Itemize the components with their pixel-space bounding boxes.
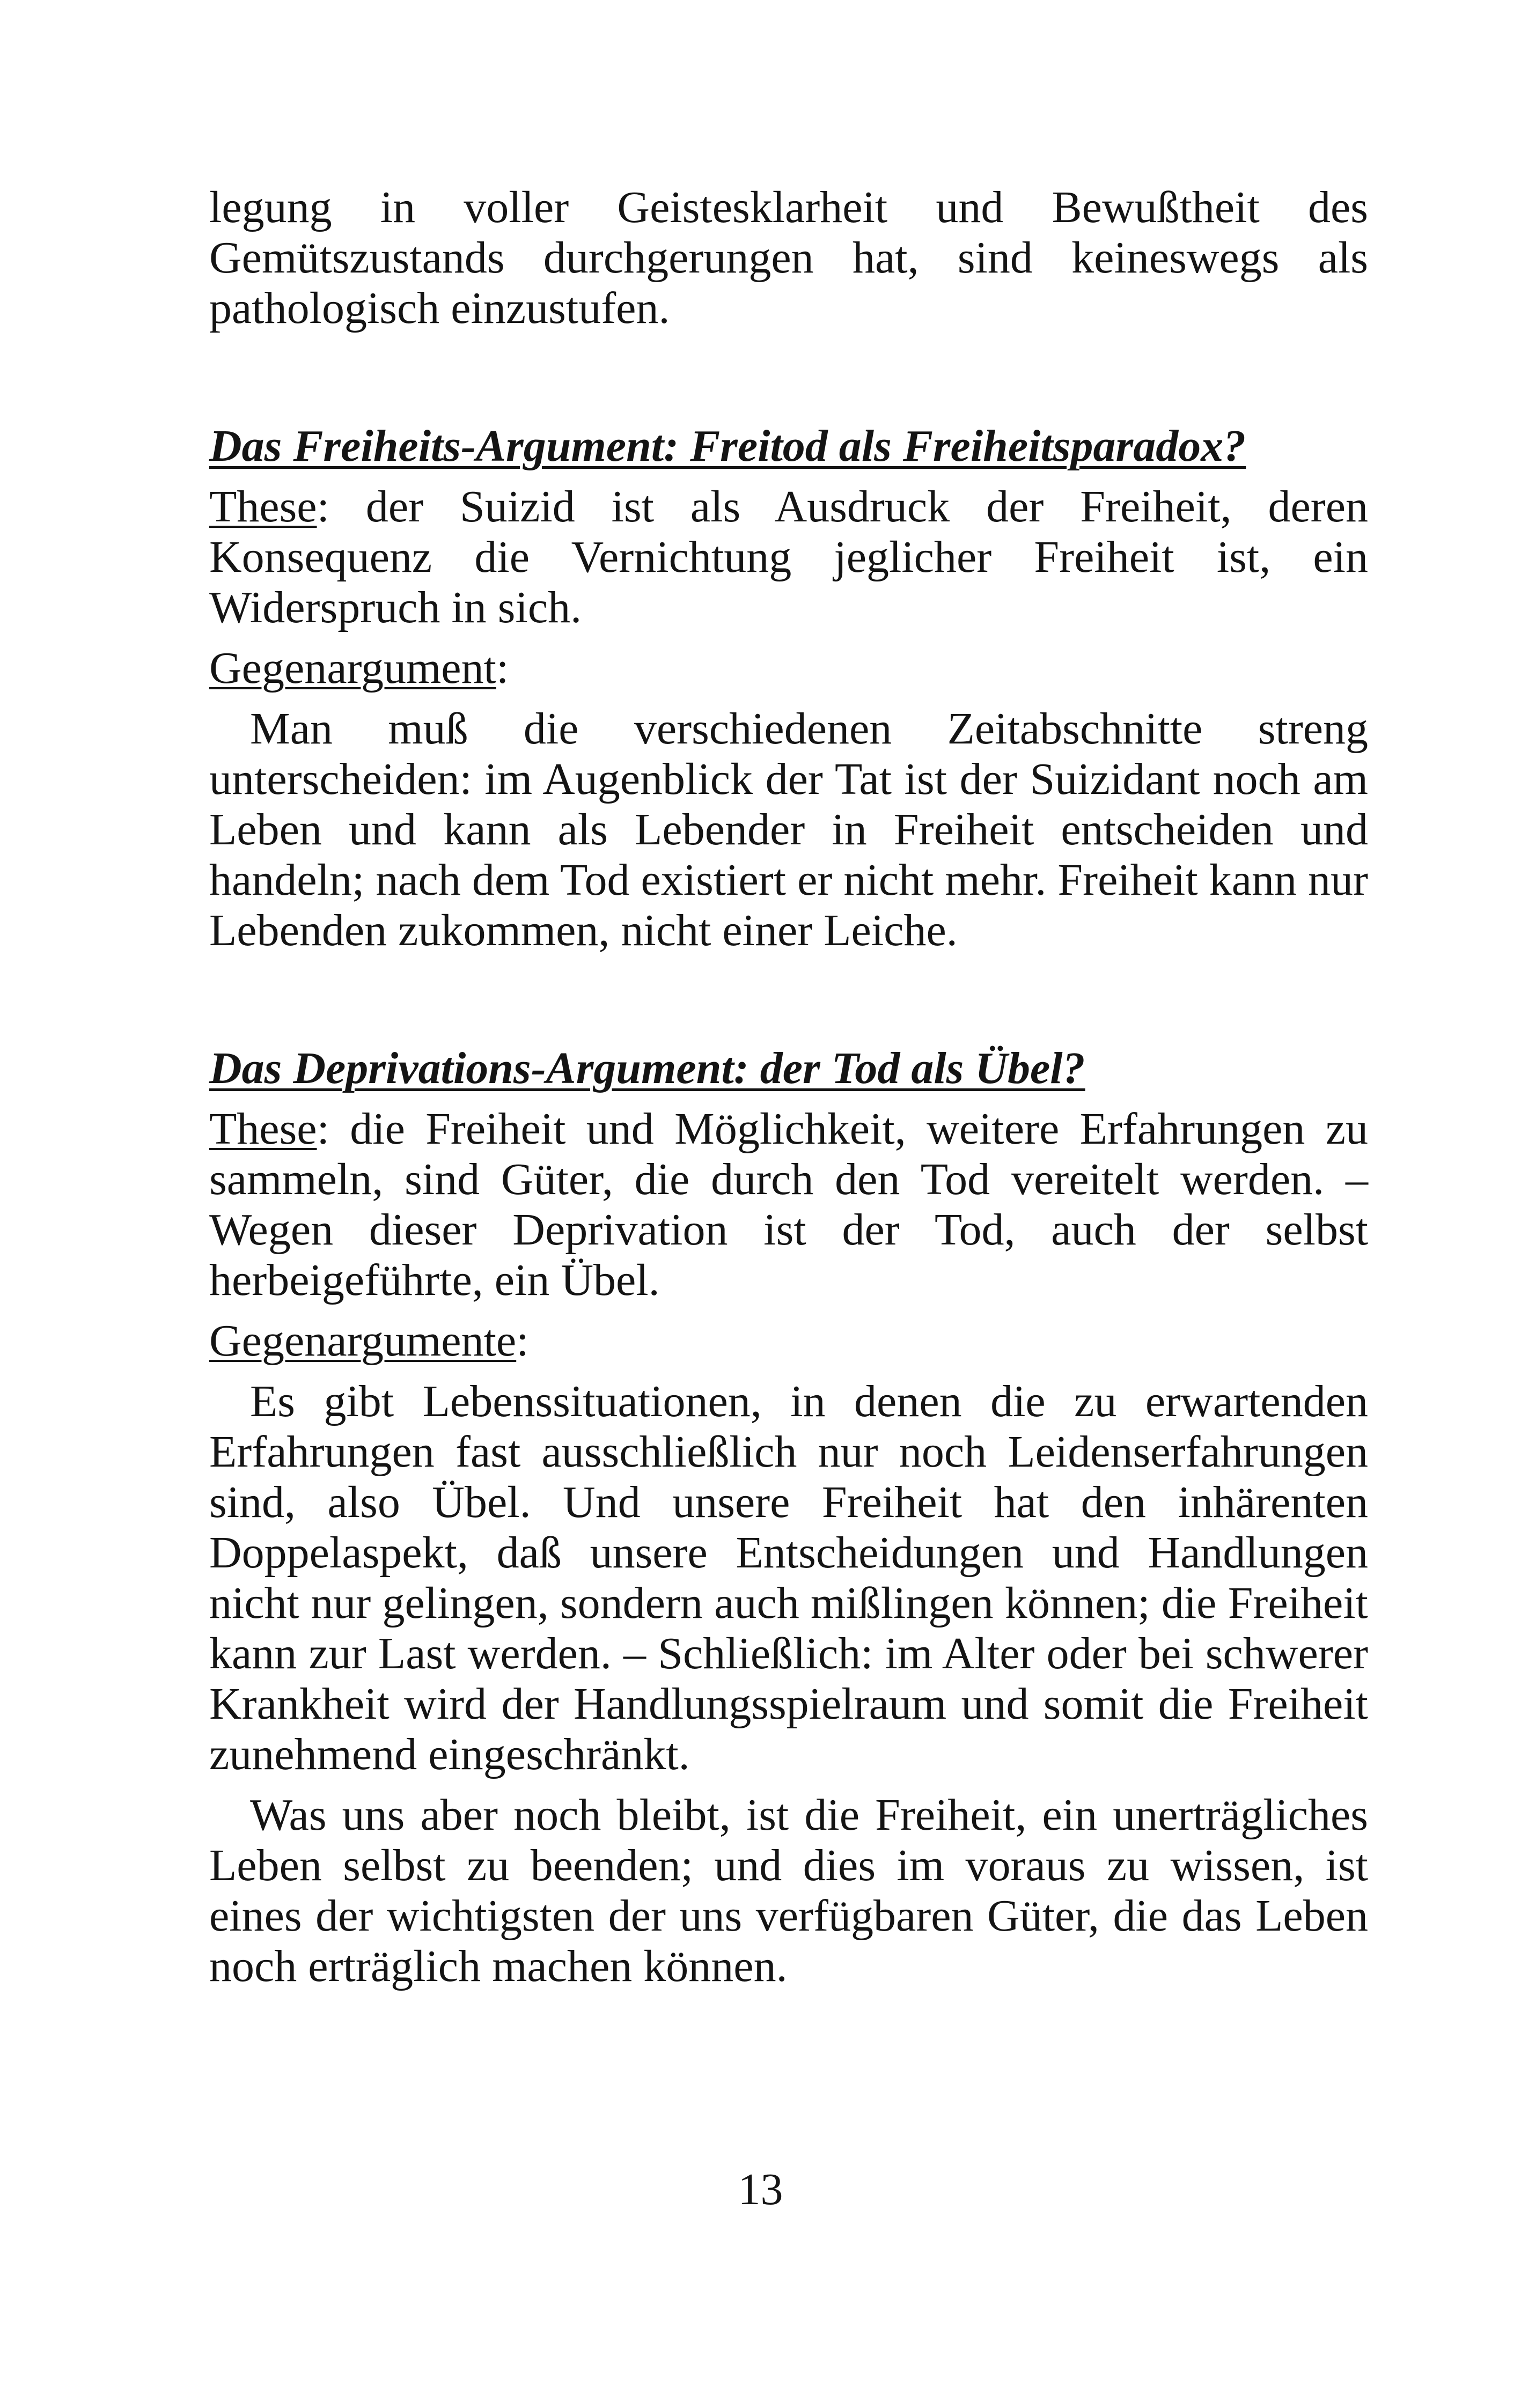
thesis-paragraph-deprivation — [209, 1104, 1368, 1306]
thesis-paragraph-freedom — [209, 482, 1368, 633]
section-heading-deprivation-text: Das Deprivations-Argument: der Tod als Übel? — [209, 1043, 1085, 1093]
section-heading-freedom-text: Das Freiheits-Argument: Freitod als Freiheitsparadox? — [209, 421, 1246, 471]
counter-label-paragraph-deprivation — [209, 1316, 1368, 1366]
section-heading-deprivation — [209, 1043, 1368, 1094]
counter-paragraph-deprivation-1: Es gibt Lebenssituationen, in denen die zu erwartenden Erfahrungen fast ausschließlich nur noch Leidenserfahrungen sind, also Übel. Und unsere Freiheit hat den inhärenten Doppelaspekt, daß unsere Entscheidungen und Handlungen nicht nur gelingen, sondern auch mißlingen können; die Freiheit kann zur Last werden. – Schließlich: im Alter oder bei schwerer Krankheit wird der Handlungsspielraum und somit die Freiheit zunehmend eingeschränkt. — [209, 1376, 1368, 1779]
intro-paragraph: legung in voller Geistesklarheit und Bewußtheit des Gemütszustands durchgerungen hat, sind keineswegs als pathologisch einzustufen. — [209, 182, 1368, 333]
counter-label: Gegenargument — [209, 643, 496, 693]
counter-paragraph-deprivation-2: Was uns aber noch bleibt, ist die Freiheit, ein unerträgliches Leben selbst zu beenden; und dies im voraus zu wissen, ist eines der wichtigsten der uns verfügbaren Güter, die das Leben noch erträglich machen können. — [209, 1790, 1368, 1991]
counter-colon: : — [496, 643, 509, 693]
thesis-label: These — [209, 482, 317, 532]
counter-paragraph-freedom: Man muß die verschiedenen Zeitabschnitte streng unterscheiden: im Augenblick der Tat ist der Suizidant noch am Leben und kann als Lebender in Freiheit entscheiden und handeln; nach dem Tod existiert er nicht mehr. Freiheit kann nur Lebenden zukommen, nicht einer Leiche. — [209, 704, 1368, 955]
thesis-text: : die Freiheit und Möglichkeit, weitere Erfahrungen zu sammeln, sind Güter, die durch den Tod vereitelt werden. – Wegen dieser Deprivation ist der Tod, auch der selbst herbeigeführte, ein Übel. — [209, 1104, 1368, 1305]
counter-label-paragraph-freedom — [209, 643, 1368, 694]
counter-label: Gegenargumente — [209, 1316, 517, 1366]
thesis-label: These — [209, 1104, 317, 1154]
counter-colon: : — [516, 1316, 529, 1366]
page-number: 13 — [738, 2164, 783, 2214]
page-body — [209, 182, 1368, 1992]
thesis-text: : der Suizid ist als Ausdruck der Freiheit, deren Konsequenz die Vernichtung jeglicher Freiheit ist, ein Widerspruch in sich. — [209, 482, 1368, 632]
section-heading-freedom — [209, 421, 1368, 472]
